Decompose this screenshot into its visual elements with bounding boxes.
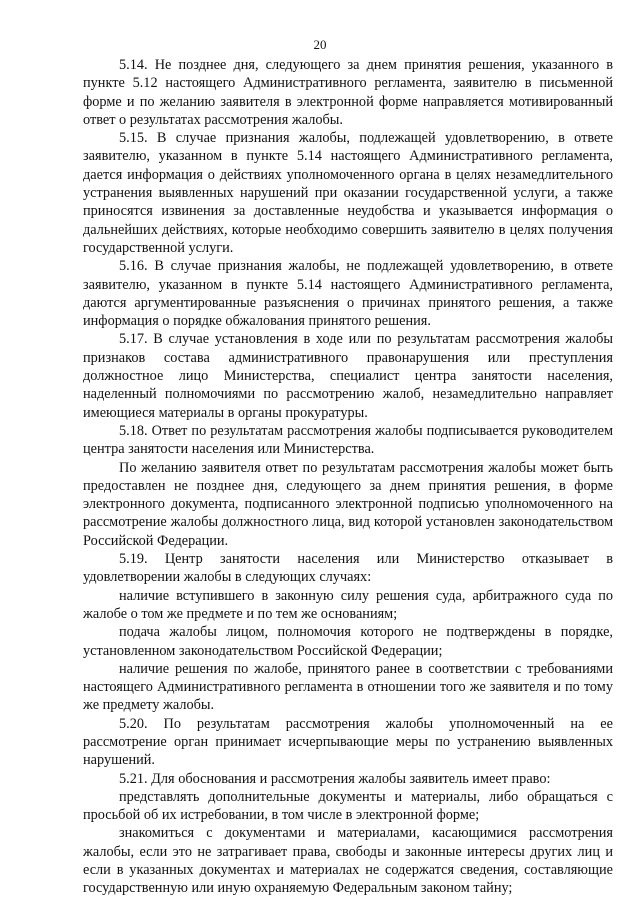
paragraph-electronic-answer: По желанию заявителя ответ по результатам рассмотрения жалобы может быть предоставлен не позднее дня, следующего за днем принятия решения, в форме электронного документа, подписанного электронной подписью уполномоченного на рассмотрение жалобы должностного лица, вид которой установлен законодательством Российской Федерации.: [83, 459, 613, 549]
list-item-unconfirmed-authority: подача жалобы лицом, полномочия которого не подтверждены в порядке, установленном законодательством Российской Федерации;: [83, 624, 613, 659]
page-number: 20: [313, 37, 327, 52]
list-item-review-materials: знакомиться с документами и материалами, касающимися рассмотрения жалобы, если это не затрагивает права, свободы и законные интересы других лиц и если в указанных документах и материалах не содержатся сведения, составляющие государственную или иную охраняемую Федеральным законом тайну;: [83, 825, 613, 897]
paragraph-5-21: 5.21. Для обоснования и рассмотрения жалобы заявитель имеет право:: [119, 770, 551, 787]
list-item-submit-documents: представлять дополнительные документы и материалы, либо обращаться с просьбой об их истребовании, в том числе в электронной форме;: [83, 788, 613, 824]
paragraph-5-15: 5.15. В случае признания жалобы, подлежащей удовлетворению, в ответе заявителю, указанном в пункте 5.14 настоящего Административного регламента, дается информация о действиях уполномоченного органа в целях незамедлительного устранения выявленных нарушений при оказании государственной услуги, а также приносятся извинения за доставленные неудобства и указывается информация о дальнейших действиях, которые необходимо совершить заявителю в целях получения государственной услуги.: [83, 130, 613, 256]
document-body: [83, 56, 613, 898]
paragraph-5-17: 5.17. В случае установления в ходе или по результатам рассмотрения жалобы признаков состава административного правонарушения или преступления должностное лицо Министерства, специалист центра занятости населения, наделенный полномочиями по рассмотрению жалоб, незамедлительно направляет имеющиеся материалы в органы прокуратуры.: [83, 331, 613, 421]
list-item-prior-decision: наличие решения по жалобе, принятого ранее в соответствии с требованиями настоящего Административного регламента в отношении того же заявителя и по тому же предмету жалобы.: [83, 660, 613, 714]
paragraph-5-20: 5.20. По результатам рассмотрения жалобы уполномоченный на ее рассмотрение орган принимает исчерпывающие меры по устранению выявленных нарушений.: [83, 715, 613, 769]
paragraph-5-18: 5.18. Ответ по результатам рассмотрения жалобы подписывается руководителем центра занятости населения или Министерства.: [83, 422, 613, 458]
list-item-court-decision: наличие вступившего в законную силу решения суда, арбитражного суда по жалобе о том же предмете и по тем же основаниям;: [83, 587, 613, 622]
paragraph-5-14: 5.14. Не позднее дня, следующего за днем принятия решения, указанного в пункте 5.12 настоящего Административного регламента, заявителю в письменной форме и по желанию заявителя в электронной форме направляется мотивированный ответ о результатах рассмотрения жалобы.: [83, 57, 613, 128]
paragraph-5-19: 5.19. Центр занятости населения или Министерство отказывает в удовлетворении жалобы в следующих случаях:: [83, 551, 613, 586]
paragraph-5-16: 5.16. В случае признания жалобы, не подлежащей удовлетворению, в ответе заявителю, указанном в пункте 5.14 настоящего Административного регламента, даются аргументированные разъяснения о причинах принятого решения, а также информация о порядке обжалования принятого решения.: [83, 258, 613, 330]
